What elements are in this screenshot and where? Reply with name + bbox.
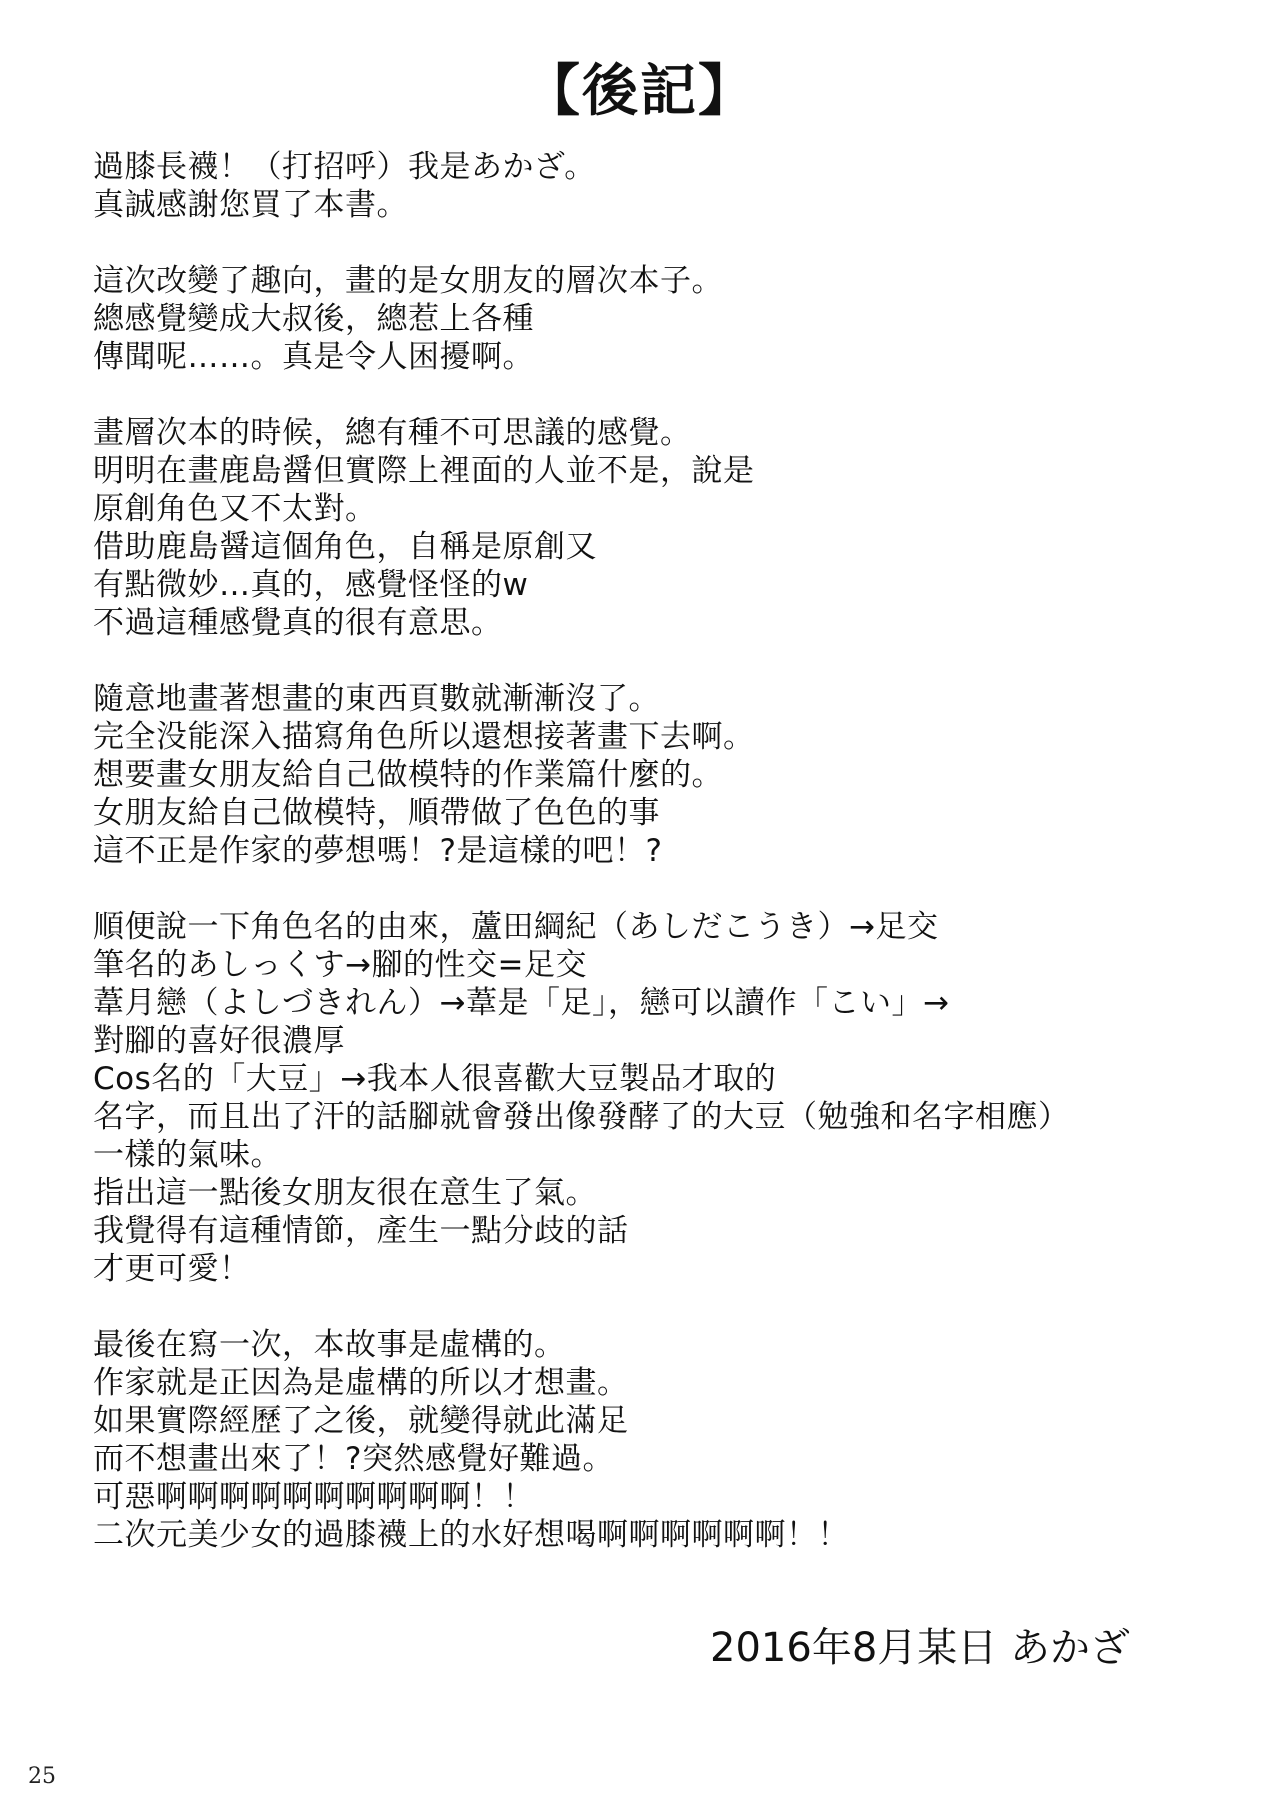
text-line: 名字，而且出了汗的話腳就會發出像發酵了的大豆（勉強和名字相應） xyxy=(93,1099,1070,1135)
text-line: 二次元美少女的過膝襪上的水好想喝啊啊啊啊啊啊！！ xyxy=(93,1517,849,1553)
text-line: 如果實際經歷了之後，就變得就此滿足 xyxy=(93,1403,629,1439)
text-line: 真誠感謝您買了本書。 xyxy=(93,187,408,223)
text-line: 過膝長襪！（打招呼）我是あかざ。 xyxy=(93,149,596,185)
text-line: 我覺得有這種情節，產生一點分歧的話 xyxy=(93,1213,629,1249)
text-line: 對腳的喜好很濃厚 xyxy=(93,1023,345,1059)
text-line: 可惡啊啊啊啊啊啊啊啊啊啊！！ xyxy=(93,1479,534,1515)
text-line: 指出這一點後女朋友很在意生了氣。 xyxy=(93,1175,597,1211)
text-line: 傳聞呢……。真是令人困擾啊。 xyxy=(93,339,534,375)
paragraph xyxy=(93,148,1213,224)
text-line: 葦月戀（よしづきれん）→葦是「足」，戀可以讀作「こい」→ xyxy=(93,985,950,1021)
text-line: 才更可愛！ xyxy=(93,1251,251,1287)
paragraph xyxy=(93,414,1213,642)
text-line: 有點微妙…真的，感覺怪怪的w xyxy=(93,567,529,603)
text-line: 隨意地畫著想畫的東西頁數就漸漸沒了。 xyxy=(93,681,660,717)
text-line: 總感覺變成大叔後，總惹上各種 xyxy=(93,301,534,337)
afterword-body xyxy=(93,148,1213,1592)
text-line: 最後在寫一次，本故事是虛構的。 xyxy=(93,1327,566,1363)
text-line: 順便說一下角色名的由來，蘆田綱紀（あしだこうき）→足交 xyxy=(93,909,939,945)
text-line: 這次改變了趣向，畫的是女朋友的層次本子。 xyxy=(93,263,723,299)
paragraph xyxy=(93,908,1213,1288)
page-title: 【後記】 xyxy=(524,59,756,124)
text-line: 一樣的氣味。 xyxy=(93,1137,282,1173)
text-line: 不過這種感覺真的很有意思。 xyxy=(93,605,503,641)
text-line: 想要畫女朋友給自己做模特的作業篇什麼的。 xyxy=(93,757,723,793)
text-line: 原創角色又不太對。 xyxy=(93,491,377,527)
text-line: 畫層次本的時候，總有種不可思議的感覺。 xyxy=(93,415,692,451)
paragraph xyxy=(93,1326,1213,1554)
text-line: 筆名的あしっくす→腳的性交=足交 xyxy=(93,947,587,983)
page-number: 25 xyxy=(28,1764,56,1789)
text-line: 女朋友給自己做模特，順帶做了色色的事 xyxy=(93,795,660,831)
text-line: Cos名的「大豆」→我本人很喜歡大豆製品才取的 xyxy=(93,1061,777,1097)
text-line: 明明在畫鹿島醤但實際上裡面的人並不是，說是 xyxy=(93,453,755,489)
text-line: 而不想畫出來了！?突然感覺好難過。 xyxy=(93,1441,614,1477)
text-line: 作家就是正因為是虛構的所以才想畫。 xyxy=(93,1365,629,1401)
text-line: 這不正是作家的夢想嗎！?是這樣的吧！? xyxy=(93,833,663,869)
paragraph xyxy=(93,680,1213,870)
paragraph xyxy=(93,262,1213,376)
text-line: 借助鹿島醤這個角色，自稱是原創又 xyxy=(93,529,597,565)
text-line: 完全没能深入描寫角色所以還想接著畫下去啊。 xyxy=(93,719,755,755)
signature-date: 2016年8月某日 あかざ xyxy=(710,1625,1130,1671)
